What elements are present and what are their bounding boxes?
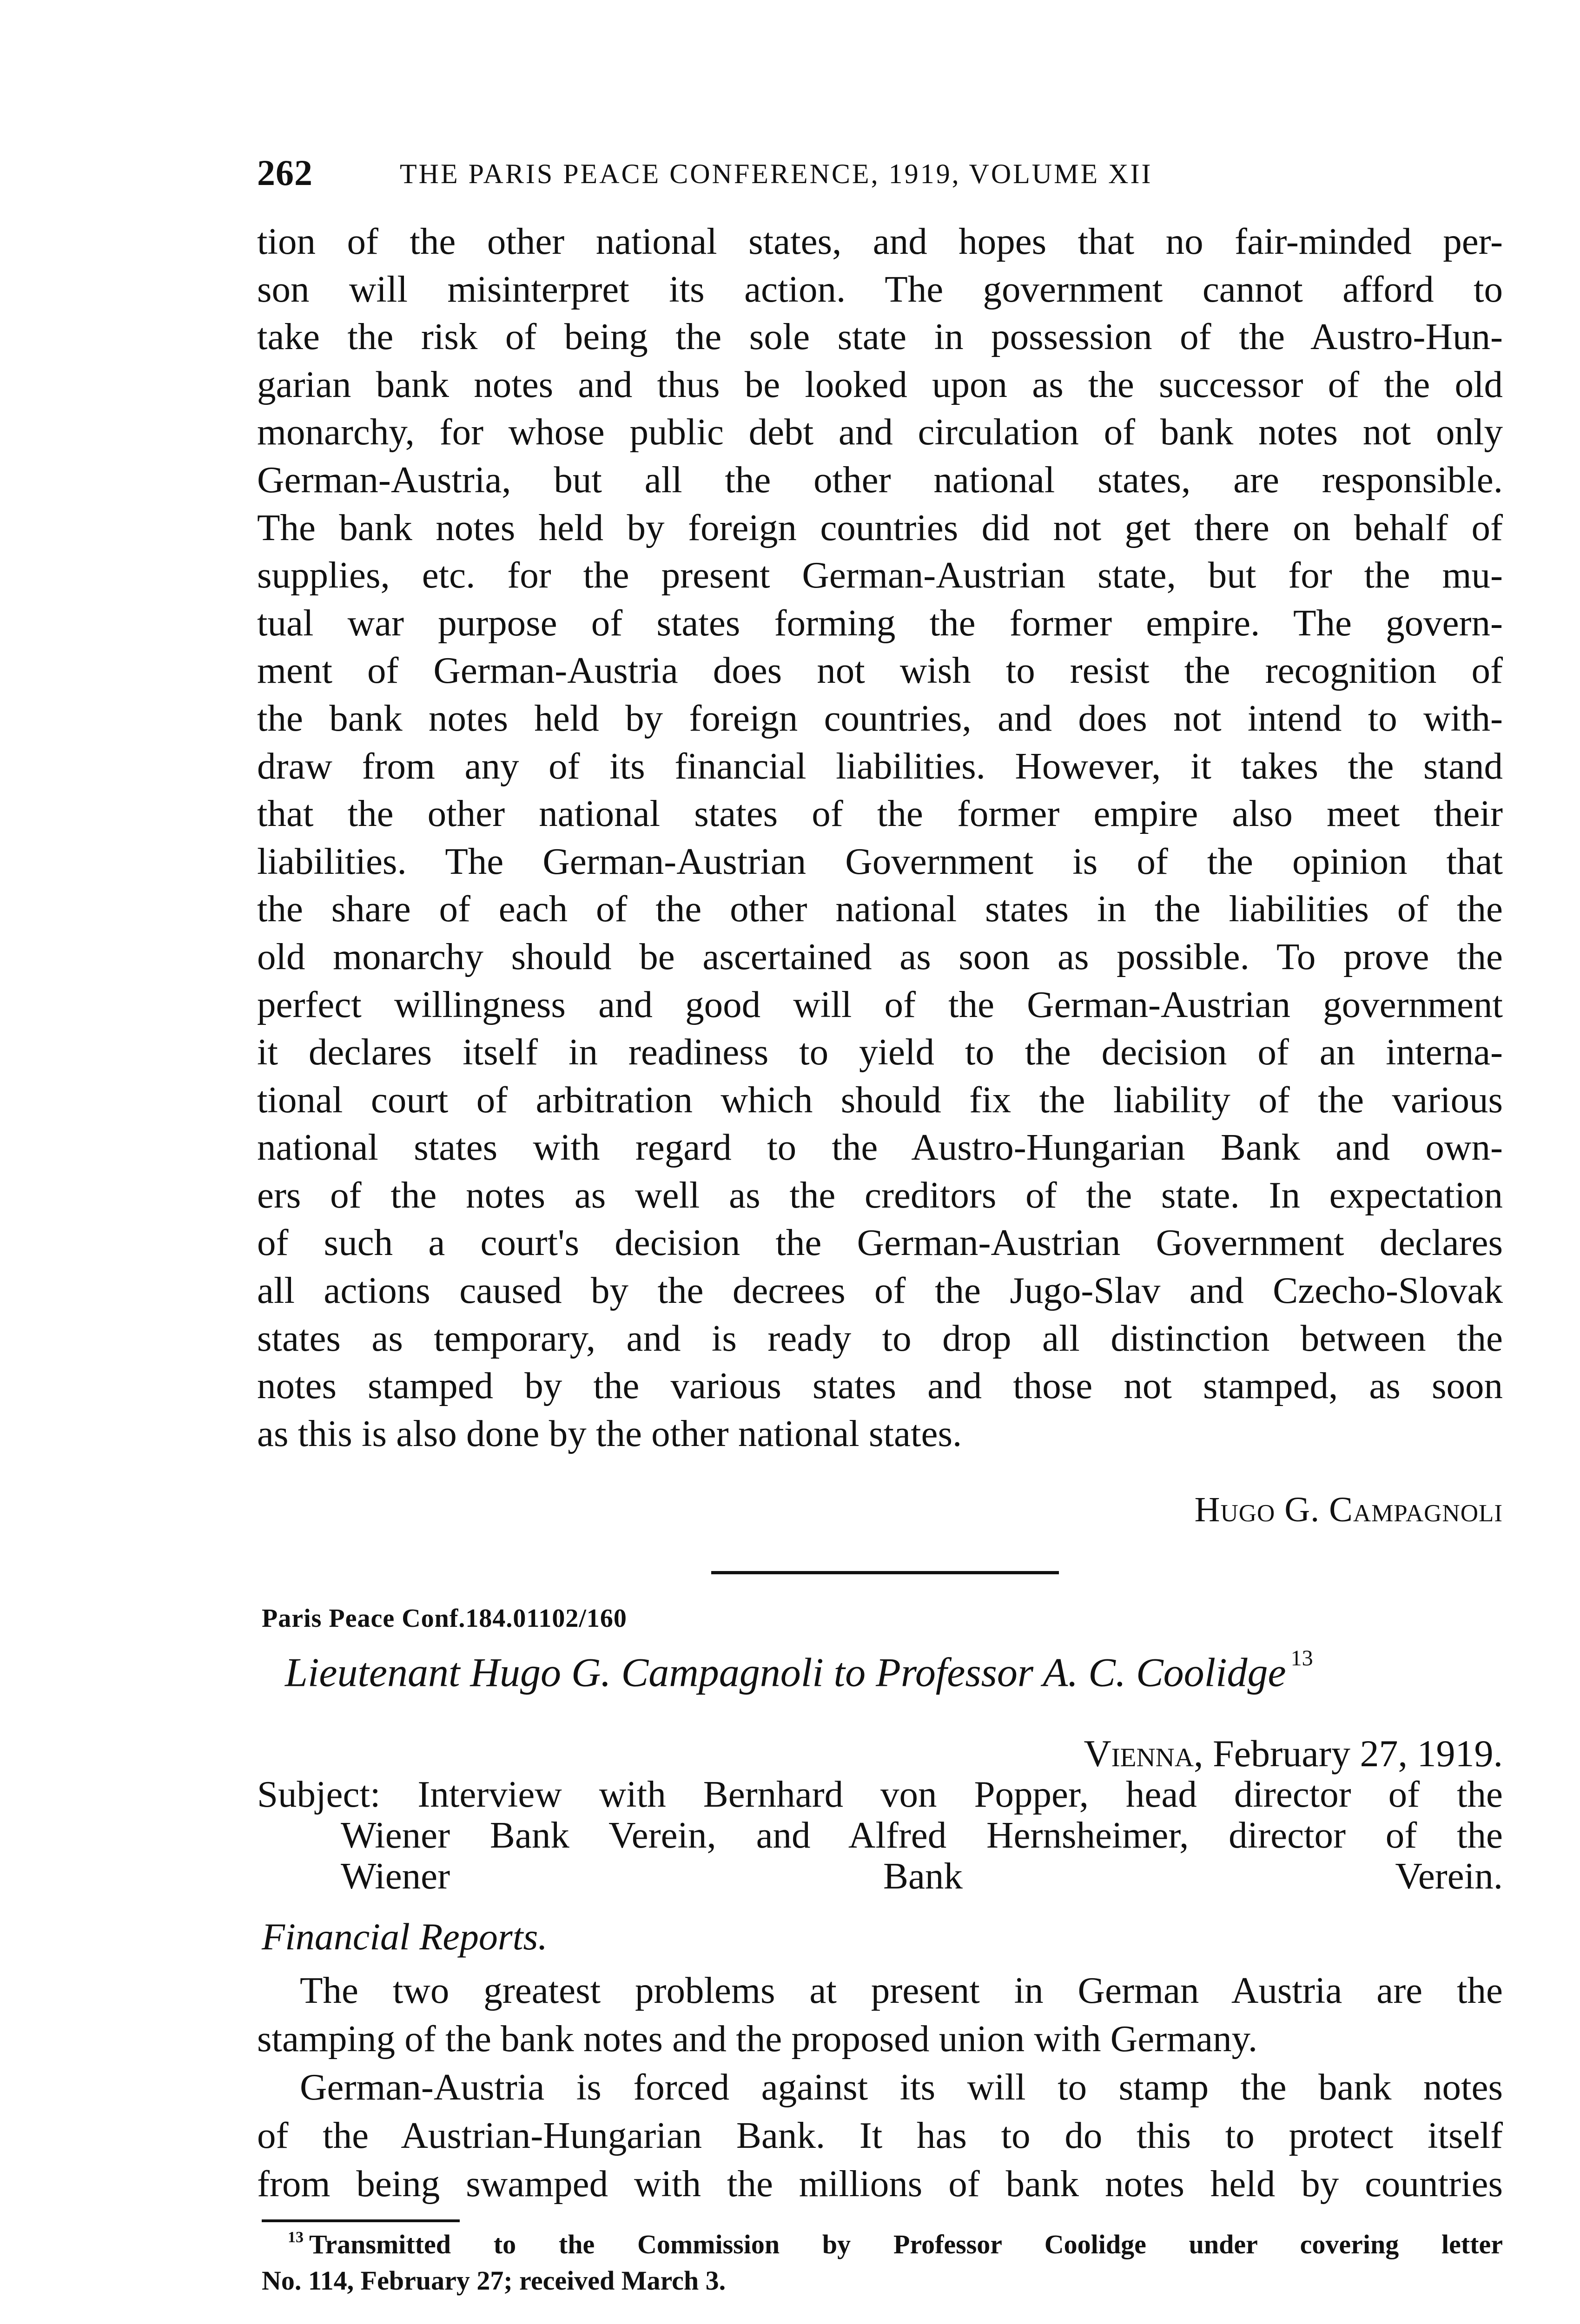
document-title xyxy=(285,1637,1313,1701)
text-line: it declares itself in readiness to yield to the decision of an interna- xyxy=(257,1031,1503,1073)
subject-line: Wiener Bank Verein. xyxy=(341,1855,1503,1897)
subject-block xyxy=(257,1774,1503,1896)
text-line: of such a court's decision the German-Austrian Government declares xyxy=(257,1221,1503,1264)
text-line: notes stamped by the various states and those not stamped, as soon xyxy=(257,1365,1503,1407)
page-number: 262 xyxy=(257,152,313,193)
text-line: the bank notes held by foreign countries, and does not intend to with- xyxy=(257,697,1503,739)
text-line: ment of German-Austria does not wish to resist the recognition of xyxy=(257,649,1503,692)
text-line: that the other national states of the former empire also meet their xyxy=(257,792,1503,835)
section-divider xyxy=(711,1571,1059,1574)
letter-body xyxy=(257,1966,1503,2208)
footnote-marker: 13 xyxy=(288,2229,304,2246)
subject-line: Wiener Bank Verein, and Alfred Hernsheimer, director of the xyxy=(341,1814,1503,1856)
text-line: national states with regard to the Austro-Hungarian Bank and own- xyxy=(257,1126,1503,1169)
section-heading: Financial Reports. xyxy=(262,1915,548,1958)
text-line: from being swamped with the millions of bank notes held by countries xyxy=(257,2163,1503,2205)
dateline-place: Vienna xyxy=(1084,1732,1194,1775)
text-line: tional court of arbitration which should fix the liability of the various xyxy=(257,1078,1503,1121)
footnote-reference: 13 xyxy=(1290,1646,1313,1670)
text-line: perfect willingness and good will of the German-Austrian government xyxy=(257,983,1503,1025)
text-line: states as temporary, and is ready to drop all distinction between the xyxy=(257,1317,1503,1359)
text-line: tion of the other national states, and hopes that no fair-minded per- xyxy=(257,220,1503,262)
footnote-text: Transmitted to the Commission by Professor Coolidge under covering letter xyxy=(309,2229,1503,2259)
text-line: German-Austria, but all the other national states, are responsible. xyxy=(257,458,1503,501)
text-line: monarchy, for whose public debt and circulation of bank notes not only xyxy=(257,411,1503,453)
footnote-line: No. 114, February 27; received March 3. xyxy=(262,2265,726,2296)
text-line: stamping of the bank notes and the proposed union with Germany. xyxy=(257,2018,1258,2060)
footnote xyxy=(262,2226,1503,2299)
text-line: as this is also done by the other national states. xyxy=(257,1412,962,1454)
text-line: The two greatest problems at present in German Austria are the xyxy=(300,1969,1503,2011)
continuation-paragraph xyxy=(257,218,1503,1457)
text-line: all actions caused by the decrees of the Jugo-Slav and Czecho-Slovak xyxy=(257,1269,1503,1312)
file-reference: Paris Peace Conf.184.01102/160 xyxy=(262,1604,627,1633)
text-line: draw from any of its financial liabilities. However, it takes the stand xyxy=(257,745,1503,787)
text-line: ers of the notes as well as the creditors of the state. In expectation xyxy=(257,1174,1503,1216)
text-line: the share of each of the other national states in the liabilities of the xyxy=(257,888,1503,930)
page-header xyxy=(257,145,1503,210)
dateline xyxy=(1084,1728,1503,1779)
dateline-date: , February 27, 1919. xyxy=(1193,1732,1503,1775)
text-line: The bank notes held by foreign countries did not get there on behalf of xyxy=(257,506,1503,548)
footnote-line xyxy=(262,2226,1503,2263)
text-line: garian bank notes and thus be looked upon as the successor of the old xyxy=(257,363,1503,405)
running-head: THE PARIS PEACE CONFERENCE, 1919, VOLUME XII xyxy=(400,158,1153,189)
text-line: supplies, etc. for the present German-Austrian state, but for the mu- xyxy=(257,554,1503,596)
document-title-text: Lieutenant Hugo G. Campagnoli to Professor A. C. Coolidge xyxy=(285,1650,1286,1696)
signature: Hugo G. Campagnoli xyxy=(1194,1490,1503,1529)
text-line: tual war purpose of states forming the former empire. The govern- xyxy=(257,601,1503,644)
text-line: son will misinterpret its action. The government cannot afford to xyxy=(257,268,1503,310)
text-line: old monarchy should be ascertained as soon as possible. To prove the xyxy=(257,935,1503,977)
text-line: of the Austrian-Hungarian Bank. It has to do this to protect itself xyxy=(257,2114,1503,2156)
text-line: liabilities. The German-Austrian Government is of the opinion that xyxy=(257,840,1503,882)
subject-line: Subject: Interview with Bernhard von Popper, head director of the xyxy=(257,1773,1503,1815)
text-line: German-Austria is forced against its will to stamp the bank notes xyxy=(300,2066,1503,2108)
text-line: take the risk of being the sole state in possession of the Austro-Hun- xyxy=(257,316,1503,358)
footnote-divider xyxy=(262,2219,460,2222)
